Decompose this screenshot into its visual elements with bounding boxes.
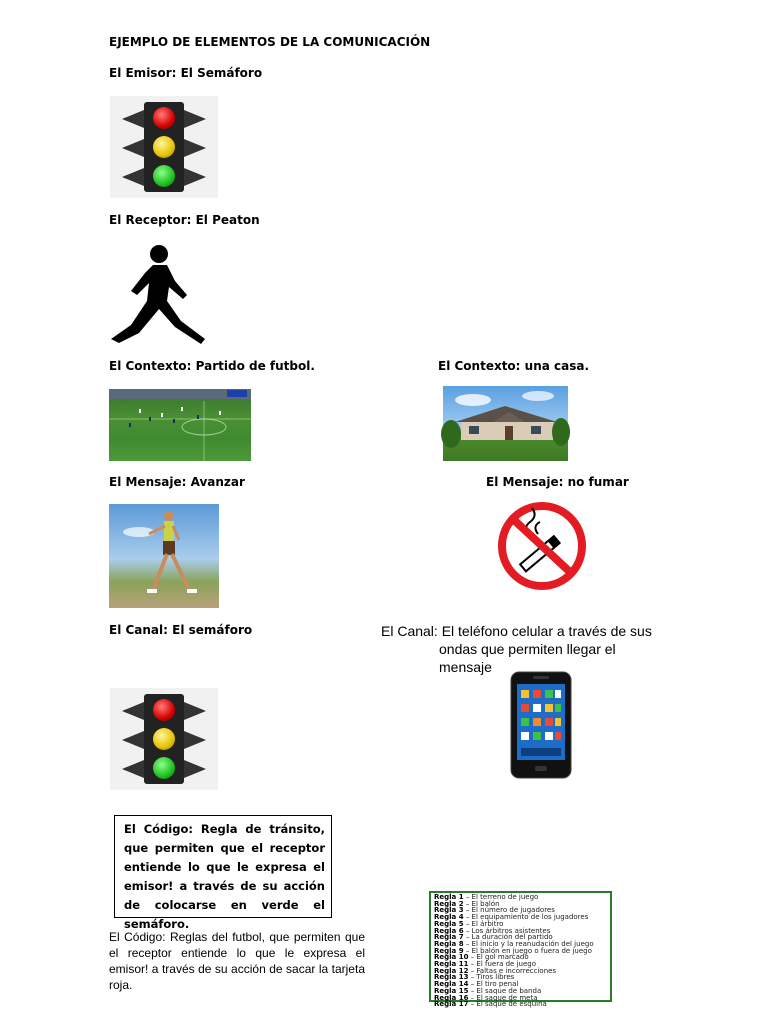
rule-item xyxy=(434,1001,607,1008)
rule-number: Regla 17 xyxy=(434,1000,469,1009)
rule-text: – Los árbitros asistentes xyxy=(465,926,551,935)
mensaje-avanzar-label: El Mensaje: Avanzar xyxy=(109,475,245,489)
traffic-light-image xyxy=(110,96,218,198)
rule-number: Regla 1 xyxy=(434,893,464,901)
rule-text: – El número de jugadores xyxy=(465,906,555,915)
rule-text: – El tiro penal xyxy=(470,980,519,989)
rule-number: Regla 10 xyxy=(434,953,469,962)
rule-number: Regla 15 xyxy=(434,986,469,995)
rule-text: – Tiros libres xyxy=(470,973,515,982)
pedestrian-icon xyxy=(109,243,207,345)
rule-number: Regla 11 xyxy=(434,960,469,969)
contexto-futbol-label: El Contexto: Partido de futbol. xyxy=(109,359,315,373)
football-rules-list xyxy=(429,891,612,1009)
codigo1-label: El Código: xyxy=(124,822,193,836)
no-smoking-icon xyxy=(494,500,590,592)
rule-text: – La duración del partido xyxy=(465,933,553,942)
traffic-light-image xyxy=(110,688,218,790)
codigo-futbol-text: El Código: Reglas del futbol, que permiten que el receptor entiende lo que le expresa el emisor! a través de su acción de sacar la tarjeta roja. xyxy=(109,930,365,992)
rule-number: Regla 8 xyxy=(434,939,464,948)
rule-text: – El equipamiento de los jugadores xyxy=(465,913,589,922)
rule-number: Regla 9 xyxy=(434,946,464,955)
rule-text: – El terreno de juego xyxy=(465,893,539,901)
rule-text: – El balón xyxy=(465,899,500,908)
house-image xyxy=(443,386,568,461)
canal-semaforo-label: El Canal: El semáforo xyxy=(109,623,253,637)
canal-telefono-text xyxy=(381,622,681,676)
receptor-label: El Receptor: El Peaton xyxy=(109,213,260,227)
rule-number: Regla 16 xyxy=(434,993,469,1002)
soccer-match-image xyxy=(109,389,251,461)
rule-number: Regla 2 xyxy=(434,899,464,908)
canal2-line1: El Canal: El teléfono celular a través de sus xyxy=(381,623,652,639)
rule-number: Regla 13 xyxy=(434,973,469,982)
rule-number: Regla 6 xyxy=(434,926,464,935)
rule-text: – El saque de meta xyxy=(470,993,538,1002)
rule-number: Regla 7 xyxy=(434,933,464,942)
rule-text: – El inicio y la reanudación del juego xyxy=(465,939,594,948)
emisor-label: El Emisor: El Semáforo xyxy=(109,66,263,80)
rule-text: – El gol marcado xyxy=(470,953,529,962)
rule-number: Regla 4 xyxy=(434,913,464,922)
contexto-casa-label: El Contexto: una casa. xyxy=(438,359,590,373)
rule-number: Regla 5 xyxy=(434,919,464,928)
codigo1-text: Regla de tránsito, que permiten que el receptor entiende lo que le expresa el emisor! a través de su acción de colocarse en verde el semáforo. xyxy=(124,822,325,931)
rule-text: – El balón en juego o fuera de juego xyxy=(465,946,592,955)
rule-text: – El fuera de juego xyxy=(470,960,536,969)
rule-text: – El árbitro xyxy=(465,919,504,928)
rule-text: – El saque de esquina xyxy=(470,1000,547,1009)
mensaje-no-fumar-label: El Mensaje: no fumar xyxy=(486,475,629,489)
codigo-transito-box xyxy=(114,815,332,931)
rule-number: Regla 12 xyxy=(434,966,469,975)
walking-woman-image xyxy=(109,504,219,608)
rule-number: Regla 3 xyxy=(434,906,464,915)
canal2-line3: mensaje xyxy=(439,659,492,675)
canal2-line2: ondas que permiten llegar el xyxy=(439,641,616,657)
rule-number: Regla 14 xyxy=(434,980,469,989)
rule-text: – El saque de banda xyxy=(470,986,542,995)
smartphone-image xyxy=(509,670,573,780)
page-title: EJEMPLO DE ELEMENTOS DE LA COMUNICACIÓN xyxy=(109,35,431,49)
rule-text: – Faltas e incorrecciones xyxy=(470,966,557,975)
